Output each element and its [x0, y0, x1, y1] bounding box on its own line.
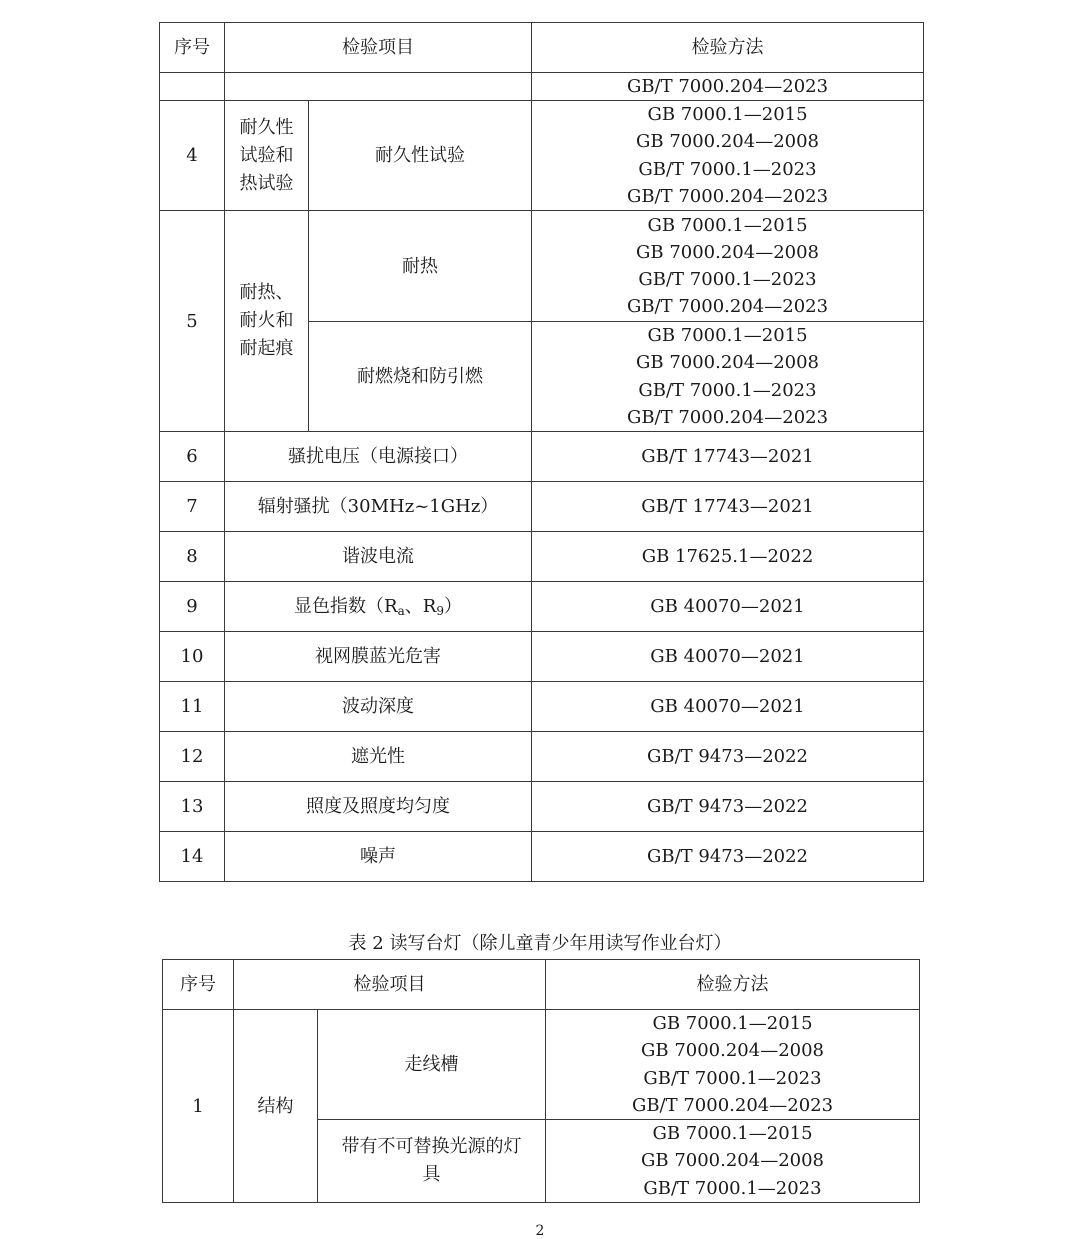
item-cell: 耐热	[309, 211, 532, 322]
table-header-row	[163, 960, 920, 1010]
group-cell: 耐久性 试验和 热试验	[225, 101, 309, 211]
group-cell: 结构	[234, 1010, 318, 1203]
page-number: 2	[535, 1223, 545, 1239]
seq-cell: 14	[160, 832, 225, 882]
inspection-table-1	[159, 22, 924, 882]
seq-cell: 11	[160, 682, 225, 732]
seq-cell: 4	[160, 101, 225, 211]
item-cell: 照度及照度均匀度	[225, 782, 532, 832]
seq-cell: 6	[160, 432, 225, 482]
table-row	[160, 632, 924, 682]
seq-cell: 5	[160, 211, 225, 432]
table-row	[160, 832, 924, 882]
seq-cell: 8	[160, 532, 225, 582]
method-cell: GB/T 9473—2022	[532, 782, 924, 832]
method-cell: GB 40070—2021	[532, 582, 924, 632]
item-cell: 走线槽	[318, 1010, 546, 1120]
item-cell: 谐波电流	[225, 532, 532, 582]
item-cell: 遮光性	[225, 732, 532, 782]
item-cell: 噪声	[225, 832, 532, 882]
seq-cell: 1	[163, 1010, 234, 1203]
method-cell: GB 40070—2021	[532, 682, 924, 732]
header-item: 检验项目	[225, 23, 532, 73]
seq-cell: 9	[160, 582, 225, 632]
method-cell: GB 7000.1—2015 GB 7000.204—2008 GB/T 7000.1—2023 GB/T 7000.204—2023	[532, 101, 924, 211]
table-row	[160, 582, 924, 632]
method-cell: GB/T 17743—2021	[532, 432, 924, 482]
seq-cell: 10	[160, 632, 225, 682]
header-seq: 序号	[160, 23, 225, 73]
seq-cell: 12	[160, 732, 225, 782]
table-header-row	[160, 23, 924, 73]
table-row	[163, 1010, 920, 1120]
item-cell: 视网膜蓝光危害	[225, 632, 532, 682]
item-cell: 辐射骚扰（30MHz~1GHz）	[225, 482, 532, 532]
table-row	[160, 682, 924, 732]
table-row	[160, 73, 924, 101]
method-cell: GB 7000.1—2015 GB 7000.204—2008 GB/T 7000.1—2023 GB/T 7000.204—2023	[532, 211, 924, 322]
header-seq: 序号	[163, 960, 234, 1010]
table-row	[160, 432, 924, 482]
method-cell: GB/T 7000.204—2023	[532, 73, 924, 101]
method-cell: GB/T 9473—2022	[532, 832, 924, 882]
table-row	[160, 101, 924, 211]
table-2-caption: 表 2 读写台灯（除儿童青少年用读写作业台灯）	[348, 933, 732, 954]
method-cell: GB 17625.1—2022	[532, 532, 924, 582]
group-cell: 耐热、 耐火和 耐起痕	[225, 211, 309, 432]
method-cell: GB/T 17743—2021	[532, 482, 924, 532]
item-cell: 波动深度	[225, 682, 532, 732]
seq-cell: 7	[160, 482, 225, 532]
method-cell: GB 7000.1—2015 GB 7000.204—2008 GB/T 7000.1—2023	[546, 1120, 920, 1203]
item-cell: 耐久性试验	[309, 101, 532, 211]
method-cell: GB/T 9473—2022	[532, 732, 924, 782]
table-row	[160, 211, 924, 322]
item-cell: 显色指数（$R_a$、$R_9$）	[225, 582, 532, 632]
item-cell: 带有不可替换光源的灯 具	[318, 1120, 546, 1203]
method-cell: GB 7000.1—2015 GB 7000.204—2008 GB/T 7000.1—2023 GB/T 7000.204—2023	[546, 1010, 920, 1120]
header-method: 检验方法	[546, 960, 920, 1010]
item-cell: 骚扰电压（电源接口）	[225, 432, 532, 482]
table-row	[160, 782, 924, 832]
header-method: 检验方法	[532, 23, 924, 73]
method-cell: GB 7000.1—2015 GB 7000.204—2008 GB/T 7000.1—2023 GB/T 7000.204—2023	[532, 322, 924, 432]
inspection-table-2	[162, 959, 920, 1203]
header-item: 检验项目	[234, 960, 546, 1010]
item-cell: 耐燃烧和防引燃	[309, 322, 532, 432]
seq-cell: 13	[160, 782, 225, 832]
table-row	[160, 732, 924, 782]
table-row	[160, 482, 924, 532]
table-row	[160, 532, 924, 582]
method-cell: GB 40070—2021	[532, 632, 924, 682]
